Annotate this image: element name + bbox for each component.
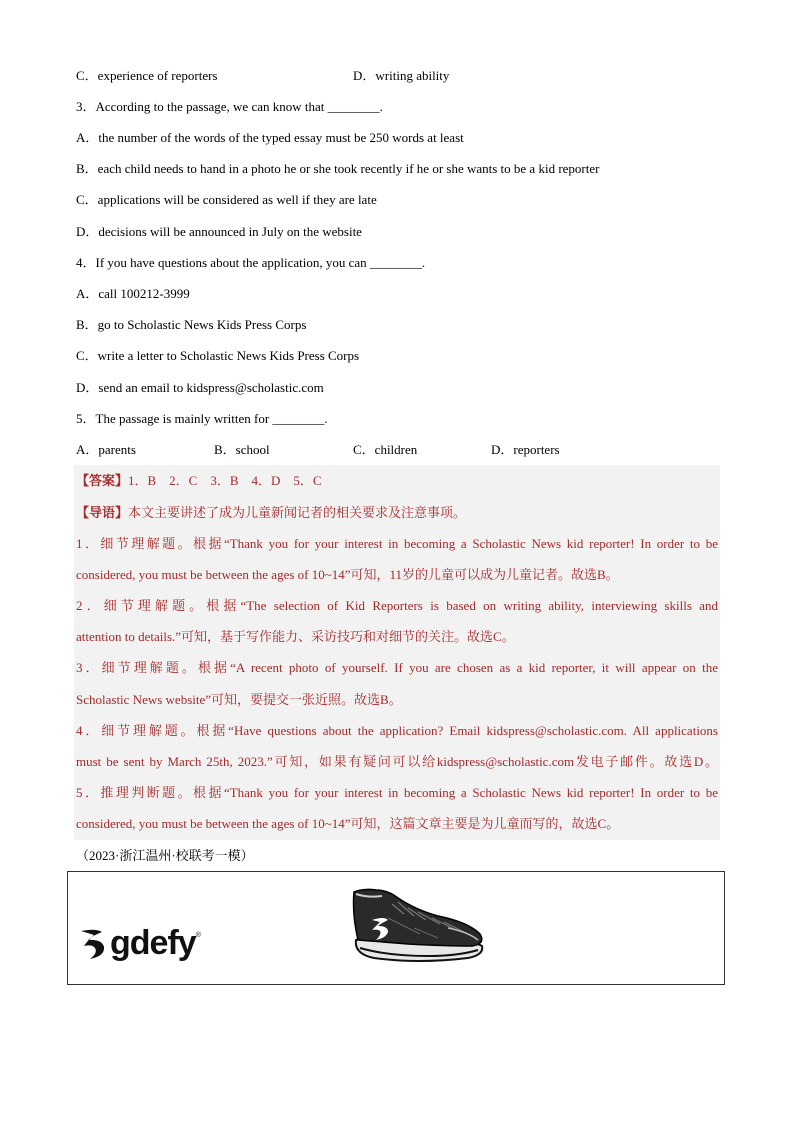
explanation-line: attention to details.”可知，基于写作能力、采访技巧和对细节的关注。故选C。: [76, 629, 515, 644]
guide-line: [76, 505, 718, 521]
explanation-line: 3．细节理解题。根据“A recent photo of yourself. If you are chosen as a kid reporter, it will appear on the: [76, 660, 718, 675]
q5-option-a: A．parents: [76, 442, 136, 457]
q3-stem: 3．According to the passage, we can know that ________.: [76, 99, 383, 114]
q4-option-c: C．write a letter to Scholastic News Kids Press Corps: [76, 348, 360, 363]
q5-option-d: D．reporters: [491, 442, 560, 457]
explanation-line: 2．细节理解题。根据“The selection of Kid Reporters is based on writing ability, interviewing skills and: [76, 598, 718, 613]
explanation-line: must be sent by March 25th, 2023.”可知，如果有疑问可以给kidspress@scholastic.com发电子邮件。故选D。: [76, 754, 718, 769]
q2-option-d: D．writing ability: [353, 68, 450, 83]
q5-stem: 5．The passage is mainly written for ________.: [76, 411, 328, 426]
explanation-line: 1．细节理解题。根据“Thank you for your interest in becoming a Scholastic News kid reporter! In order to be: [76, 536, 718, 551]
guide-text: 本文主要讲述了成为儿童新闻记者的相关要求及注意事项。: [128, 505, 467, 520]
running-shoe-image: [348, 884, 488, 966]
explanation-line: 4．细节理解题。根据“Have questions about the application? Email kidspress@scholastic.com. All applications: [76, 723, 718, 738]
explanation-line: 5．推理判断题。根据“Thank you for your interest in becoming a Scholastic News kid reporter! In order to be: [76, 785, 718, 800]
ad-image-frame: [67, 871, 725, 985]
brand-name: gdefy: [110, 924, 196, 962]
guide-tag: 【导语】: [76, 505, 129, 520]
q5-option-b: B．school: [214, 442, 270, 457]
q4-stem: 4．If you have questions about the application, you can ________.: [76, 255, 426, 270]
q3-option-c: C．applications will be considered as well if they are late: [76, 192, 377, 207]
answer-panel: [74, 465, 720, 840]
q4-option-b: B．go to Scholastic News Kids Press Corps: [76, 317, 307, 332]
q4-option-a: A．call 100212-3999: [76, 286, 190, 301]
answer-tag: 【答案】: [76, 473, 129, 488]
trademark-symbol: ®: [195, 932, 201, 939]
answer-keys: 1．B 2．C 3．B 4．D 5．C: [128, 473, 322, 488]
q3-option-a: A．the number of the words of the typed essay must be 250 words at least: [76, 130, 464, 145]
q2-option-c: C．experience of reporters: [76, 68, 218, 83]
q5-option-c: C．children: [353, 442, 418, 457]
explanation-line: Scholastic News website”可知，要提交一张近照。故选B。: [76, 692, 402, 707]
answer-line: [76, 473, 718, 489]
brand-logo: [78, 924, 201, 963]
q3-option-d: D．decisions will be announced in July on the website: [76, 224, 362, 239]
explanation-line: considered, you must be between the ages of 10~14”可知，11岁的儿童可以成为儿童记者。故选B。: [76, 567, 619, 582]
explanation-line: considered, you must be between the ages of 10~14”可知，这篇文章主要是为儿童而写的，故选C。: [76, 816, 620, 831]
three-shaped-logo-icon: [78, 927, 108, 961]
q3-option-b: B．each child needs to hand in a photo he or she took recently if he or she wants to be a kid reporter: [76, 161, 600, 176]
q4-option-d: D．send an email to kidspress@scholastic.com: [76, 380, 324, 395]
source-label: （2023·浙江温州·校联考一模）: [76, 848, 254, 863]
